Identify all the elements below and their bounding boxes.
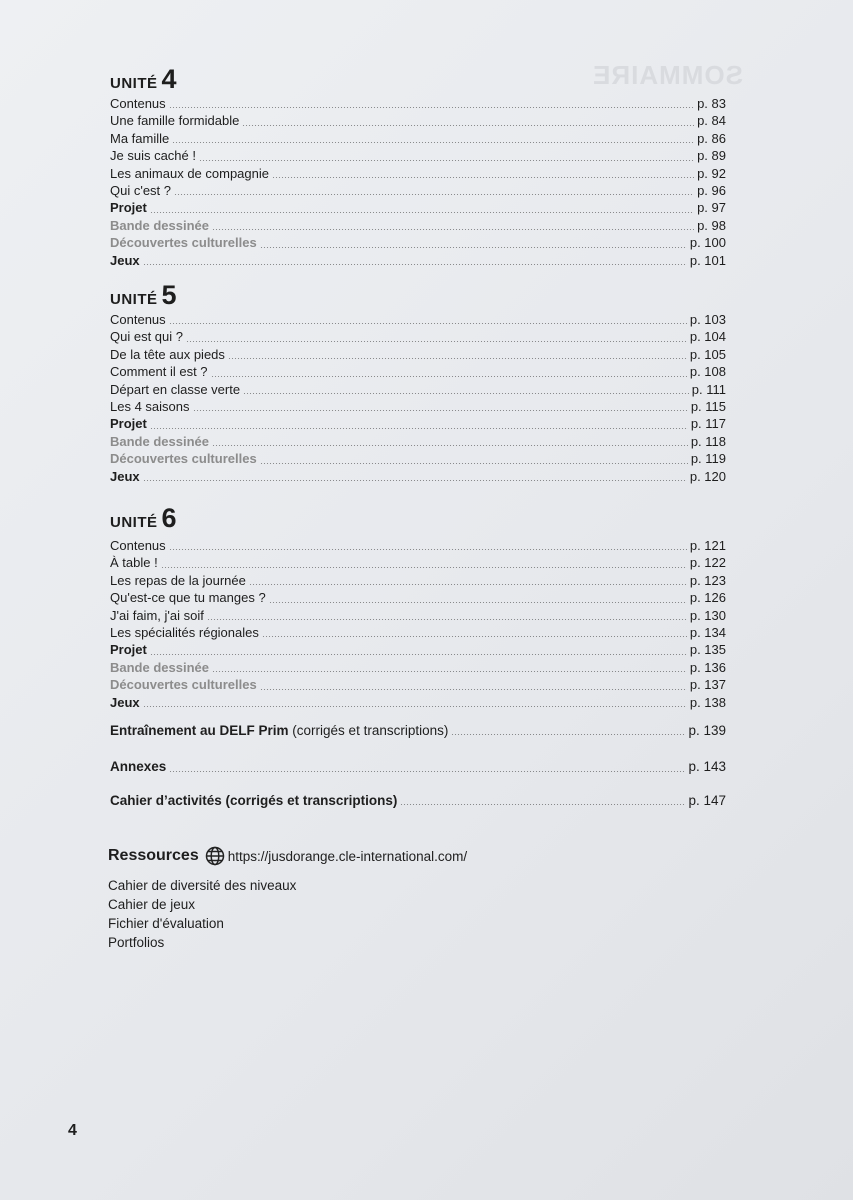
- toc-entry-page: p. 83: [697, 96, 726, 111]
- resources-title: Ressources: [108, 847, 199, 864]
- dot-leader: [260, 689, 687, 690]
- toc-entry-title: Annexes: [110, 759, 167, 775]
- dot-leader: [169, 107, 694, 108]
- dot-leader: [169, 323, 687, 324]
- toc-entry[interactable]: [110, 676, 726, 693]
- toc-entry-page: p. 89: [697, 148, 726, 164]
- unit-section: [110, 66, 726, 269]
- unit-label: UNITÉ: [110, 514, 158, 531]
- toc-entry[interactable]: [110, 346, 726, 363]
- toc-entry-page: p. 123: [689, 572, 726, 588]
- dot-leader: [212, 671, 687, 672]
- toc-entry-page: p. 126: [689, 590, 726, 606]
- toc-entry[interactable]: [110, 95, 726, 112]
- toc-entry-page: p. 101: [689, 252, 726, 268]
- toc-entry-title: Découvertes culturelles: [110, 677, 257, 693]
- toc-entry-title: Je suis caché !: [110, 148, 196, 164]
- toc-entry-title: Les 4 saisons: [110, 398, 190, 414]
- toc-entry-page: p. 117: [690, 416, 726, 432]
- toc-entry-title: Bande dessinée: [110, 217, 209, 233]
- toc-entry-title: Projet: [110, 642, 147, 658]
- resources-section: [108, 846, 467, 952]
- resources-url[interactable]: https://jusdorange.cle-international.com/: [227, 848, 468, 864]
- toc-entry-page: p. 119: [690, 451, 726, 467]
- toc-entry-title: Jeux: [110, 468, 140, 484]
- dot-leader: [272, 177, 694, 178]
- extra-sections: [110, 722, 726, 809]
- toc-entry-title: Jeux: [110, 694, 140, 710]
- toc-entry-title: J'ai faim, j'ai soif: [110, 607, 204, 623]
- toc-entry[interactable]: [110, 607, 726, 624]
- dot-leader: [143, 264, 687, 265]
- toc-entry[interactable]: [110, 234, 726, 251]
- dot-leader: [400, 804, 685, 805]
- toc-entry-page: p. 121: [689, 538, 726, 553]
- toc-entry-title: Ma famille: [110, 130, 170, 146]
- toc-entry[interactable]: [110, 450, 726, 467]
- toc-entry-title: Jeux: [110, 252, 140, 268]
- toc-entry-title: Comment il est ?: [110, 364, 208, 380]
- toc-entry-page: p. 136: [689, 659, 726, 675]
- unit-label: UNITÉ: [110, 75, 158, 92]
- dot-leader: [193, 410, 688, 411]
- dot-leader: [207, 619, 687, 620]
- dot-leader: [174, 194, 694, 195]
- dot-leader: [249, 584, 687, 585]
- toc-entry-title: Départ en classe verte: [110, 381, 241, 397]
- toc-entry[interactable]: [110, 758, 726, 775]
- unit-label: UNITÉ: [110, 291, 158, 308]
- toc-entry[interactable]: [110, 624, 726, 641]
- toc-entry-title: Contenus: [110, 312, 166, 327]
- toc-entry-page: p. 138: [689, 694, 726, 710]
- toc-entry-page: p. 115: [690, 398, 726, 414]
- dot-leader: [143, 480, 687, 481]
- resource-item: Cahier de jeux: [108, 897, 196, 912]
- toc-entry-title: Les repas de la journée: [110, 572, 246, 588]
- dot-leader: [262, 636, 687, 637]
- unit-heading: [110, 66, 726, 92]
- dot-leader: [169, 549, 687, 550]
- toc-entry[interactable]: [110, 217, 726, 234]
- toc-entry[interactable]: [110, 165, 726, 182]
- unit-heading: [110, 505, 726, 531]
- dot-leader: [150, 212, 694, 213]
- unit-number: 5: [161, 280, 178, 310]
- toc-entry[interactable]: [110, 722, 726, 739]
- toc-entry-page: p. 97: [697, 200, 726, 216]
- toc-entry[interactable]: [110, 311, 726, 328]
- toc-entry-title: Contenus: [110, 538, 166, 553]
- toc-entry-title: Une famille formidable: [110, 113, 240, 129]
- dot-leader: [186, 341, 687, 342]
- toc-entry[interactable]: [110, 147, 726, 164]
- toc-entry-page: p. 108: [689, 364, 726, 380]
- dot-leader: [161, 567, 687, 568]
- dot-leader: [260, 247, 687, 248]
- toc-entry-page: p. 130: [689, 607, 726, 623]
- toc-entry-page: p. 96: [697, 182, 726, 198]
- toc-entry[interactable]: [110, 252, 726, 269]
- dot-leader: [242, 125, 694, 126]
- toc-entry-page: p. 103: [689, 312, 726, 327]
- toc-entry-title: Qu'est-ce que tu manges ?: [110, 590, 266, 606]
- dot-leader: [169, 771, 685, 772]
- toc-entry-title: Entraînement au DELF Prim: [110, 723, 289, 738]
- dot-leader: [243, 393, 689, 394]
- toc-entry[interactable]: [110, 398, 726, 415]
- toc-entry[interactable]: [110, 641, 726, 658]
- toc-entry[interactable]: [110, 363, 726, 380]
- toc-entry-subtitle: (corrigés et transcriptions): [288, 723, 449, 738]
- toc-entry-title: À table !: [110, 555, 158, 571]
- toc-entry-page: p. 86: [697, 130, 726, 146]
- toc-entry-page: p. 111: [691, 381, 726, 397]
- toc-entry-title: Bande dessinée: [110, 433, 209, 449]
- show-through-text: SOMMAIRE: [592, 60, 743, 90]
- toc-entry-title: Qui est qui ?: [110, 329, 183, 345]
- dot-leader: [199, 160, 694, 161]
- toc-entry[interactable]: [110, 468, 726, 485]
- dot-leader: [269, 602, 687, 603]
- unit-number: 6: [161, 503, 178, 533]
- toc-entry-page: p. 84: [697, 113, 726, 129]
- toc-entry[interactable]: [110, 381, 726, 398]
- dot-leader: [150, 428, 688, 429]
- resource-item: Portfolios: [108, 935, 165, 950]
- toc-entry[interactable]: [110, 694, 726, 711]
- toc-entry-page: p. 143: [688, 759, 726, 775]
- toc-entry[interactable]: [110, 537, 726, 554]
- toc-entry[interactable]: [110, 659, 726, 676]
- toc-entry-title: Bande dessinée: [110, 659, 209, 675]
- toc-entry[interactable]: [110, 112, 726, 129]
- toc-entry[interactable]: [110, 572, 726, 589]
- toc-entry[interactable]: [110, 182, 726, 199]
- toc-entry[interactable]: [110, 554, 726, 571]
- dot-leader: [260, 463, 688, 464]
- toc-entry-page: p. 118: [690, 433, 726, 449]
- toc-entry-title: Les animaux de compagnie: [110, 165, 269, 181]
- dot-leader: [451, 734, 685, 735]
- toc-entry-page: p. 135: [689, 642, 726, 658]
- toc-entry[interactable]: [110, 130, 726, 147]
- dot-leader: [228, 358, 687, 359]
- dot-leader: [212, 229, 694, 230]
- unit-section: [110, 282, 726, 485]
- unit-number: 4: [161, 64, 178, 94]
- toc-entry[interactable]: [110, 415, 726, 432]
- page-number: 4: [68, 1122, 77, 1139]
- resource-item: Cahier de diversité des niveaux: [108, 878, 297, 893]
- toc-entry-page: p. 122: [689, 555, 726, 571]
- toc-entry-page: p. 137: [689, 677, 726, 693]
- toc-entry-title: Découvertes culturelles: [110, 451, 257, 467]
- toc-entry-page: p. 104: [689, 329, 726, 345]
- toc-entry-page: p. 147: [688, 792, 726, 808]
- dot-leader: [150, 654, 687, 655]
- toc-entry[interactable]: [110, 199, 726, 216]
- resource-item: Fichier d'évaluation: [108, 916, 224, 931]
- toc-entry-title: Projet: [110, 416, 147, 432]
- toc-entry[interactable]: [110, 792, 726, 809]
- toc-entry-title: Qui c'est ?: [110, 182, 172, 198]
- toc-entry[interactable]: [110, 328, 726, 345]
- dot-leader: [211, 376, 687, 377]
- toc-entry-page: p. 98: [697, 217, 726, 233]
- unit-section: [110, 505, 726, 711]
- dot-leader: [172, 142, 694, 143]
- toc-entry[interactable]: [110, 589, 726, 606]
- toc-entry[interactable]: [110, 433, 726, 450]
- toc-entry-title: Les spécialités régionales: [110, 624, 259, 640]
- toc-entry-title: Contenus: [110, 96, 166, 111]
- toc-entry-page: p. 139: [688, 723, 726, 738]
- dot-leader: [212, 445, 688, 446]
- toc-entry-page: p. 105: [689, 346, 726, 362]
- toc-entry-page: p. 92: [697, 165, 726, 181]
- dot-leader: [143, 706, 687, 707]
- toc-entry-page: p. 100: [689, 235, 726, 251]
- toc-entry-page: p. 120: [689, 468, 726, 484]
- toc-entry-title: Découvertes culturelles: [110, 235, 257, 251]
- toc-entry-title: Cahier d’activités (corrigés et transcriptions): [110, 792, 398, 808]
- toc-entry-title: De la tête aux pieds: [110, 346, 225, 362]
- toc-entry-title: Projet: [110, 200, 147, 216]
- unit-heading: [110, 282, 726, 308]
- toc-entry-page: p. 134: [689, 624, 726, 640]
- globe-icon: [205, 846, 225, 866]
